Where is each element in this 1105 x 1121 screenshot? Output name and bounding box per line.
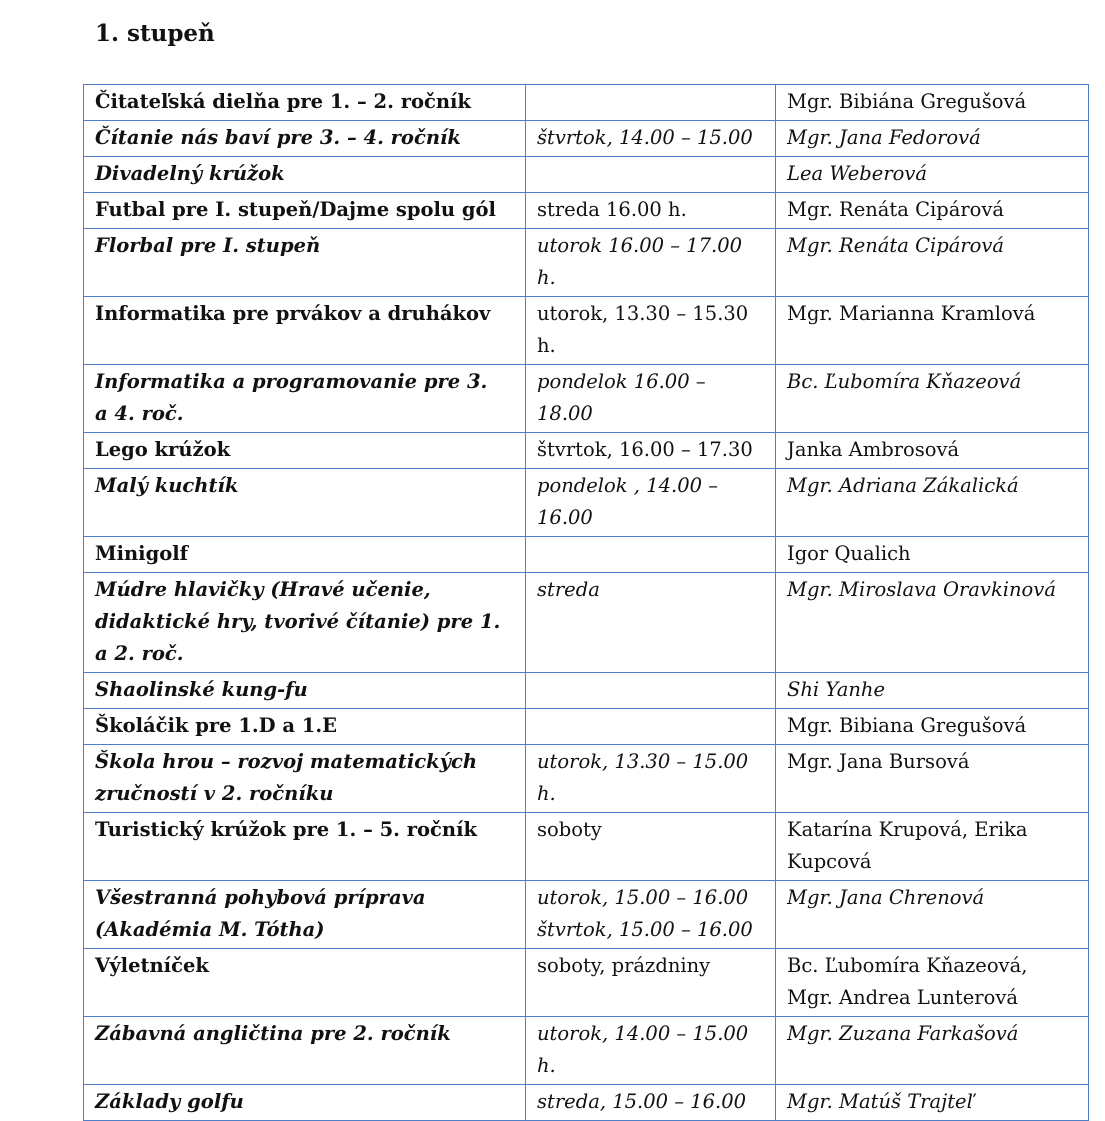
table-row	[84, 85, 1089, 121]
table-row	[84, 813, 1089, 881]
circle-name-cell-line: zručností v 2. ročníku	[95, 782, 334, 805]
circle-name-cell-line: Informatika a programovanie pre 3.	[95, 370, 488, 393]
schedule-cell: štvrtok, 14.00 – 15.00	[526, 121, 776, 157]
leader-cell: Bc. Ľubomíra Kňazeová	[776, 365, 1089, 433]
schedule-cell: utorok, 13.30 – 15.00 h.	[526, 745, 776, 813]
circle-name-cell	[84, 573, 526, 673]
leader-cell: Mgr. Bibiana Gregušová	[776, 709, 1089, 745]
table-row	[84, 881, 1089, 949]
leader-cell: Janka Ambrosová	[776, 433, 1089, 469]
circle-name-cell: Informatika pre prvákov a druhákov	[84, 297, 526, 365]
page-heading: 1. stupeň	[95, 20, 215, 47]
table-row	[84, 949, 1089, 1017]
schedule-cell	[526, 85, 776, 121]
circle-name-cell: Florbal pre I. stupeň	[84, 229, 526, 297]
circle-name-cell-line: didaktické hry, tvorivé čítanie) pre 1.	[95, 610, 501, 633]
schedule-cell: utorok, 14.00 – 15.00 h.	[526, 1017, 776, 1085]
leader-cell-line: Kupcová	[787, 850, 872, 873]
table-row	[84, 157, 1089, 193]
leader-cell-line: Mgr. Andrea Lunterová	[787, 986, 1018, 1009]
schedule-cell: streda, 15.00 – 16.00	[526, 1085, 776, 1121]
table-row	[84, 1017, 1089, 1085]
leader-cell-line: Katarína Krupová, Erika	[787, 818, 1028, 841]
leader-cell: Mgr. Jana Chrenová	[776, 881, 1089, 949]
circle-name-cell	[84, 881, 526, 949]
leader-cell: Mgr. Renáta Cipárová	[776, 229, 1089, 297]
leader-cell	[776, 813, 1089, 881]
schedule-cell: štvrtok, 16.00 – 17.30	[526, 433, 776, 469]
schedule-cell: streda 16.00 h.	[526, 193, 776, 229]
leader-cell: Mgr. Adriana Zákalická	[776, 469, 1089, 537]
schedule-cell: soboty	[526, 813, 776, 881]
schedule-cell-line: utorok, 15.00 – 16.00	[537, 886, 749, 909]
leader-cell: Mgr. Jana Bursová	[776, 745, 1089, 813]
leader-cell: Mgr. Marianna Kramlová	[776, 297, 1089, 365]
circle-name-cell	[84, 745, 526, 813]
circle-name-cell	[84, 365, 526, 433]
table-row	[84, 573, 1089, 673]
circle-name-cell: Výletníček	[84, 949, 526, 1017]
circle-name-cell: Základy golfu	[84, 1085, 526, 1121]
circle-name-cell: Minigolf	[84, 537, 526, 573]
schedule-cell: soboty, prázdniny	[526, 949, 776, 1017]
schedule-cell	[526, 709, 776, 745]
table-row	[84, 537, 1089, 573]
schedule-cell: streda	[526, 573, 776, 673]
circle-name-cell: Lego krúžok	[84, 433, 526, 469]
table-row	[84, 229, 1089, 297]
leader-cell: Mgr. Bibiána Gregušová	[776, 85, 1089, 121]
leader-cell: Igor Qualich	[776, 537, 1089, 573]
schedule-cell: pondelok 16.00 – 18.00	[526, 365, 776, 433]
circle-name-cell: Turistický krúžok pre 1. – 5. ročník	[84, 813, 526, 881]
schedule-cell-line: štvrtok, 15.00 – 16.00	[537, 918, 753, 941]
leader-cell: Mgr. Jana Fedorová	[776, 121, 1089, 157]
table-row	[84, 745, 1089, 813]
circles-table	[83, 84, 1089, 1121]
schedule-cell	[526, 881, 776, 949]
circle-name-cell: Čitateľská dielňa pre 1. – 2. ročník	[84, 85, 526, 121]
circle-name-cell-line: a 4. roč.	[95, 402, 184, 425]
circle-name-cell-line: Všestranná pohybová príprava	[95, 886, 426, 909]
leader-cell: Mgr. Matúš Trajteľ	[776, 1085, 1089, 1121]
circles-table-body	[84, 85, 1089, 1121]
leader-cell: Mgr. Zuzana Farkašová	[776, 1017, 1089, 1085]
leader-cell: Mgr. Renáta Cipárová	[776, 193, 1089, 229]
circle-name-cell: Zábavná angličtina pre 2. ročník	[84, 1017, 526, 1085]
schedule-cell	[526, 157, 776, 193]
table-row	[84, 433, 1089, 469]
circle-name-cell-line: (Akadémia M. Tótha)	[95, 918, 325, 941]
circle-name-cell: Shaolinské kung-fu	[84, 673, 526, 709]
table-row	[84, 673, 1089, 709]
table-row	[84, 121, 1089, 157]
schedule-cell: pondelok , 14.00 – 16.00	[526, 469, 776, 537]
table-row	[84, 1085, 1089, 1121]
table-row	[84, 709, 1089, 745]
schedule-cell	[526, 673, 776, 709]
schedule-cell	[526, 537, 776, 573]
circle-name-cell-line: Škola hrou – rozvoj matematických	[95, 750, 478, 773]
circle-name-cell: Školáčik pre 1.D a 1.E	[84, 709, 526, 745]
schedule-cell: utorok 16.00 – 17.00 h.	[526, 229, 776, 297]
leader-cell: Lea Weberová	[776, 157, 1089, 193]
circle-name-cell-line: a 2. roč.	[95, 642, 184, 665]
circle-name-cell: Futbal pre I. stupeň/Dajme spolu gól	[84, 193, 526, 229]
circle-name-cell-line: Múdre hlavičky (Hravé učenie,	[95, 578, 431, 601]
table-row	[84, 297, 1089, 365]
circle-name-cell: Čítanie nás baví pre 3. – 4. ročník	[84, 121, 526, 157]
leader-cell: Mgr. Miroslava Oravkinová	[776, 573, 1089, 673]
schedule-cell: utorok, 13.30 – 15.30 h.	[526, 297, 776, 365]
table-row	[84, 193, 1089, 229]
table-row	[84, 469, 1089, 537]
circle-name-cell: Malý kuchtík	[84, 469, 526, 537]
table-row	[84, 365, 1089, 433]
leader-cell: Shi Yanhe	[776, 673, 1089, 709]
leader-cell	[776, 949, 1089, 1017]
leader-cell-line: Bc. Ľubomíra Kňazeová,	[787, 954, 1028, 977]
circle-name-cell: Divadelný krúžok	[84, 157, 526, 193]
